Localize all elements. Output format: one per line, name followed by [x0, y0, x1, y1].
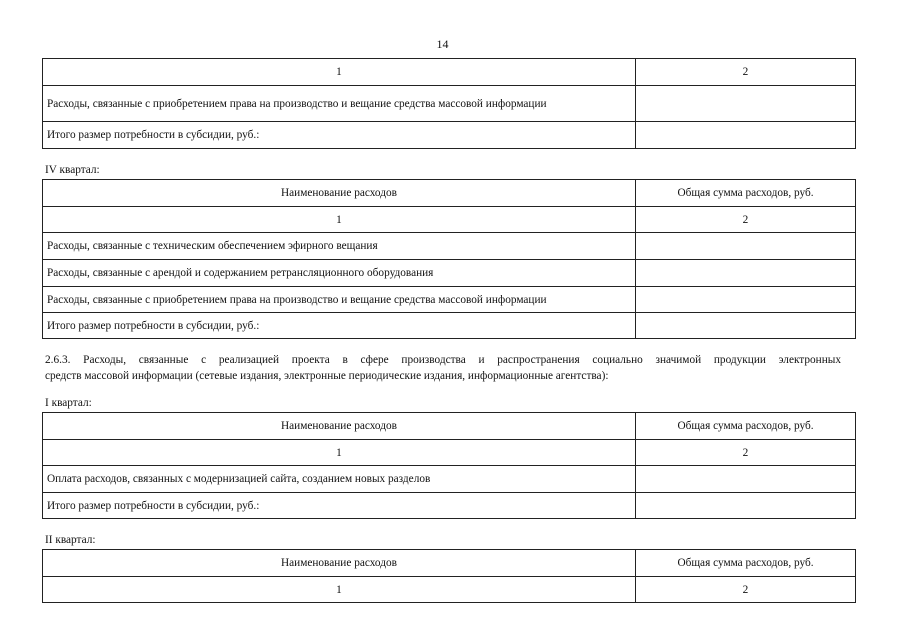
total-label-cell: Итого размер потребности в субсидии, руб.: — [43, 122, 636, 149]
expense-amount-cell[interactable] — [636, 86, 856, 122]
expense-name-cell: Расходы, связанные с приобретением права на производство и вещание средства массовой информации — [43, 287, 636, 313]
total-amount-cell[interactable] — [636, 122, 856, 149]
table-quarter-2 — [42, 549, 856, 603]
total-amount-cell[interactable] — [636, 313, 856, 339]
column-number-2: 2 — [636, 440, 856, 466]
table-header-row — [43, 59, 856, 86]
column-title-sum: Общая сумма расходов, руб. — [636, 413, 856, 440]
table-number-row — [43, 440, 856, 466]
table-row — [43, 466, 856, 493]
table-row — [43, 233, 856, 260]
column-number-2: 2 — [636, 207, 856, 233]
total-amount-cell[interactable] — [636, 493, 856, 519]
total-label-cell: Итого размер потребности в субсидии, руб.: — [43, 313, 636, 339]
table-continuation — [42, 58, 856, 149]
table-total-row — [43, 493, 856, 519]
column-number-1: 1 — [43, 207, 636, 233]
expense-name-cell: Расходы, связанные с приобретением права на производство и вещание средства массовой информации — [43, 86, 636, 122]
section-paragraph-line-2: средств массовой информации (сетевые издания, электронные периодические издания, информационные агентства): — [45, 370, 609, 382]
table-row — [43, 287, 856, 313]
quarter-2-label: II квартал: — [45, 534, 96, 546]
column-title-name: Наименование расходов — [43, 550, 636, 577]
expense-name-cell: Расходы, связанные с техническим обеспечением эфирного вещания — [43, 233, 636, 260]
expense-amount-cell[interactable] — [636, 287, 856, 313]
expense-amount-cell[interactable] — [636, 233, 856, 260]
column-title-sum: Общая сумма расходов, руб. — [636, 180, 856, 207]
column-title-sum: Общая сумма расходов, руб. — [636, 550, 856, 577]
page-number: 14 — [436, 37, 449, 51]
column-number-1: 1 — [43, 577, 636, 603]
column-title-name: Наименование расходов — [43, 180, 636, 207]
expense-amount-cell[interactable] — [636, 466, 856, 493]
table-number-row — [43, 577, 856, 603]
table-total-row — [43, 122, 856, 149]
column-title-name: Наименование расходов — [43, 413, 636, 440]
expense-name-cell: Расходы, связанные с арендой и содержанием ретрансляционного оборудования — [43, 260, 636, 287]
expense-name-cell: Оплата расходов, связанных с модернизацией сайта, созданием новых разделов — [43, 466, 636, 493]
column-number-1: 1 — [43, 59, 636, 86]
table-header-row — [43, 550, 856, 577]
column-number-1: 1 — [43, 440, 636, 466]
table-header-row — [43, 413, 856, 440]
table-header-row — [43, 180, 856, 207]
expense-amount-cell[interactable] — [636, 260, 856, 287]
table-total-row — [43, 313, 856, 339]
quarter-4-label: IV квартал: — [45, 164, 100, 176]
section-paragraph-line-1: 2.6.3. Расходы, связанные с реализацией проекта в сфере производства и распространения социально значимой продукции электронных — [45, 354, 841, 366]
table-quarter-1 — [42, 412, 856, 519]
table-quarter-4 — [42, 179, 856, 339]
quarter-1-label: I квартал: — [45, 397, 92, 409]
column-number-2: 2 — [636, 577, 856, 603]
table-number-row — [43, 207, 856, 233]
table-row — [43, 86, 856, 122]
table-row — [43, 260, 856, 287]
column-number-2: 2 — [636, 59, 856, 86]
total-label-cell: Итого размер потребности в субсидии, руб.: — [43, 493, 636, 519]
